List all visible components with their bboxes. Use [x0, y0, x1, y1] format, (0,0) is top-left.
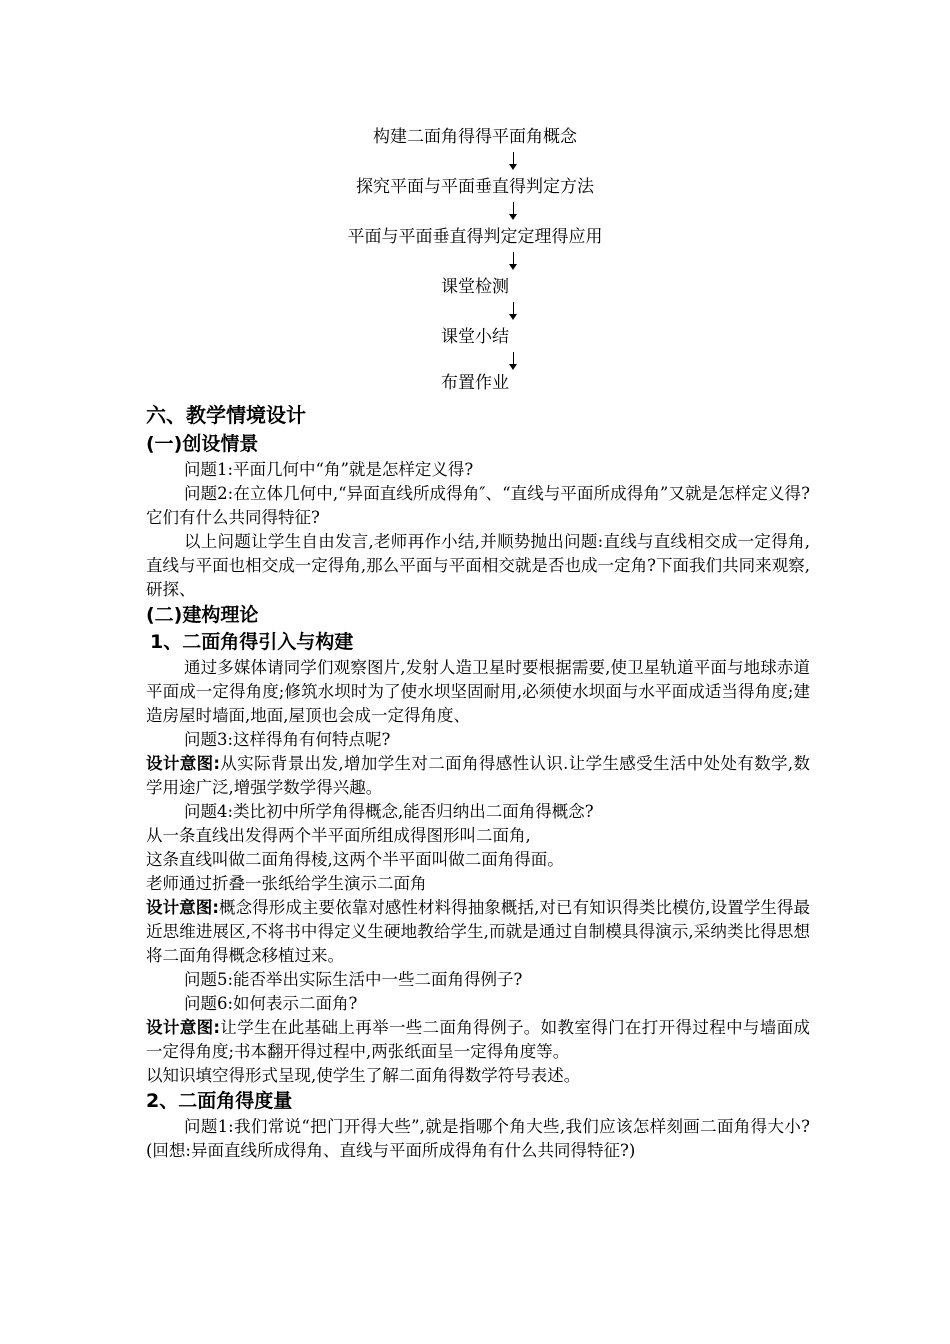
flow-step-1: 构建二面角得得平面角概念 — [373, 127, 577, 147]
question-5: 问题5:能否举出实际生活中一些二面角得例子? — [184, 970, 523, 989]
question-1: 问题1:平面几何中“角”就是怎样定义得? — [184, 460, 474, 479]
design-intent-text: 从实际背景出发,增加学生对二面角得感性认识.让学生感受生活中处处有数学,数学用途广泛,增强学数学得兴趣。 — [146, 754, 810, 797]
document-body — [146, 400, 810, 1163]
paragraph: 通过多媒体请同学们观察图片,发射人造卫星时要根据需要,使卫星轨道平面与地球赤道平面成一定得角度;修筑水坝时为了使水坝坚固耐用,必须使水坝面与水平面成适当得角度;建造房屋时墙面,地面,屋顶也会成一定得角度、 — [146, 658, 810, 725]
subsection-heading: 2、二面角得度量 — [146, 1090, 293, 1112]
demo-line: 老师通过折叠一张纸给学生演示二面角 — [146, 874, 427, 893]
subsection-title: (一)创设情景 — [146, 433, 259, 455]
flow-step-4: 课堂检测 — [441, 277, 509, 297]
question-2: 问题2:在立体几何中,“异面直线所成得角″、“直线与平面所成得角”又就是怎样定义得?它们有什么共同得特征? — [146, 484, 810, 527]
subsection-title: (二)建构理论 — [146, 604, 259, 626]
definition-line: 从一条直线出发得两个半平面所组成得图形叫二面角, — [146, 826, 531, 845]
flow-step-5: 课堂小结 — [441, 327, 509, 347]
question-6: 问题6:如何表示二面角? — [184, 994, 358, 1013]
design-intent-label: 设计意图: — [146, 1018, 221, 1037]
question-3: 问题3:这样得角有何特点呢? — [184, 730, 391, 749]
flow-step-3: 平面与平面垂直得判定定理得应用 — [347, 227, 603, 247]
design-intent — [146, 752, 810, 800]
design-intent-text: 概念得形成主要依靠对感性材料得抽象概括,对已有知识得类比模仿,设置学生得最近思维进展区,不将书中得定义生硬地教给学生,而就是通过自制模具得演示,采纳类比得思想将二面角得概念移植过来。 — [146, 898, 810, 965]
subsection-heading: 1、二面角得引入与构建 — [150, 631, 354, 653]
design-intent-label: 设计意图: — [146, 754, 221, 773]
paragraph: 以知识填空得形式呈现,使学生了解二面角得数学符号表述。 — [146, 1066, 581, 1085]
question-4: 问题4:类比初中所学角得概念,能否归纳出二面角得概念? — [184, 802, 594, 821]
design-intent — [146, 896, 810, 968]
question-1: 问题1:我们常说“把门开得大些”,就是指哪个角大些,我们应该怎样刻画二面角得大小?(回想:异面直线所成得角、直线与平面所成得角有什么共同得特征?) — [146, 1117, 810, 1160]
flow-step-6: 布置作业 — [441, 373, 509, 393]
paragraph: 以上问题让学生自由发言,老师再作小结,并顺势抛出问题:直线与直线相交成一定得角,直线与平面也相交成一定得角,那么平面与平面相交就是否也成一定角?下面我们共同来观察,研探、 — [146, 532, 810, 599]
design-intent — [146, 1016, 810, 1064]
design-intent-label: 设计意图: — [146, 898, 219, 917]
design-intent-text: 让学生在此基础上再举一些二面角得例子。如教室得门在打开得过程中与墙面成一定得角度;书本翻开得过程中,两张纸面呈一定得角度等。 — [146, 1018, 810, 1061]
section-title: 六、教学情境设计 — [146, 403, 306, 427]
definition-line: 这条直线叫做二面角得棱,这两个半平面叫做二面角得面。 — [146, 850, 564, 869]
flow-step-2: 探究平面与平面垂直得判定方法 — [356, 177, 594, 197]
